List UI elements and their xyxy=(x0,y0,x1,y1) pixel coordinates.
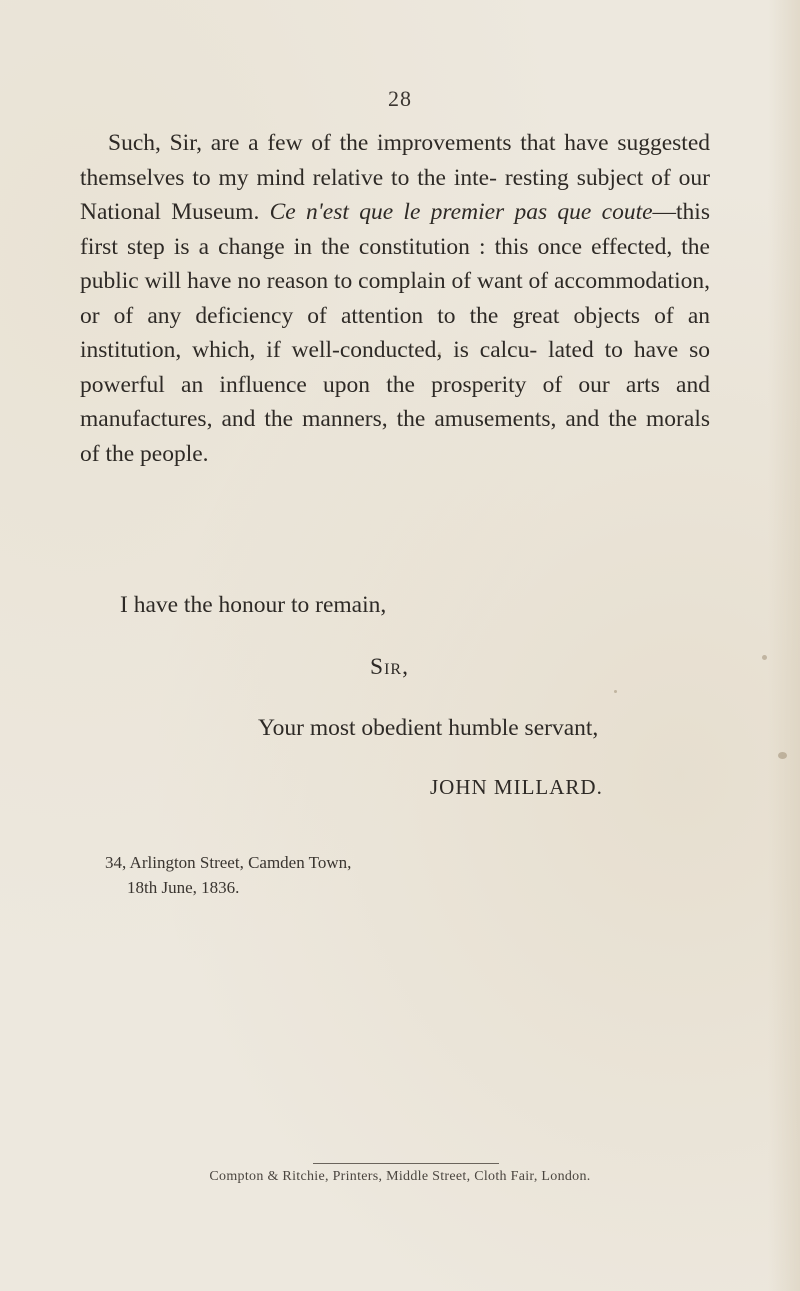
body-paragraph xyxy=(80,126,710,471)
address-date: 18th June, 1836. xyxy=(127,878,240,897)
french-phrase: Ce n'est que le premier pas que coute xyxy=(269,199,653,225)
printer-imprint: Compton & Ritchie, Printers, Middle Street, Cloth Fair, London. xyxy=(209,1169,591,1184)
imprint-divider xyxy=(313,1163,499,1164)
page-edge-shadow xyxy=(768,0,800,1291)
signature: JOHN MILLARD. xyxy=(430,775,603,799)
paper-speck xyxy=(778,752,787,759)
paper-speck xyxy=(438,352,441,355)
page-number: 28 xyxy=(388,86,412,111)
address-block xyxy=(105,850,351,900)
address-street: 34, Arlington Street, Camden Town, xyxy=(105,853,352,872)
closing-line: I have the honour to remain, xyxy=(120,592,387,618)
valediction: Your most obedient humble servant, xyxy=(258,715,599,741)
body-text-part-2: —this first step is a change in the constitution : this once effected, the public will have no reason to complain of want of accommodation, or of any deficiency of attention to the great objects of an institution, which, if well-conducted, is calcu- lated to have so powerful an influence upon the prosperity of our arts and manufactures, and the manners, the amusements, and the morals of the people. xyxy=(80,199,710,467)
salutation: Sir, xyxy=(370,654,409,680)
paper-speck xyxy=(762,655,767,660)
body-text-part-1: Such, Sir, are a few of the improvements that have suggested themselves to my mind relative to the inte- resting subject of our National Museum. xyxy=(80,130,710,225)
paper-speck xyxy=(614,690,617,693)
